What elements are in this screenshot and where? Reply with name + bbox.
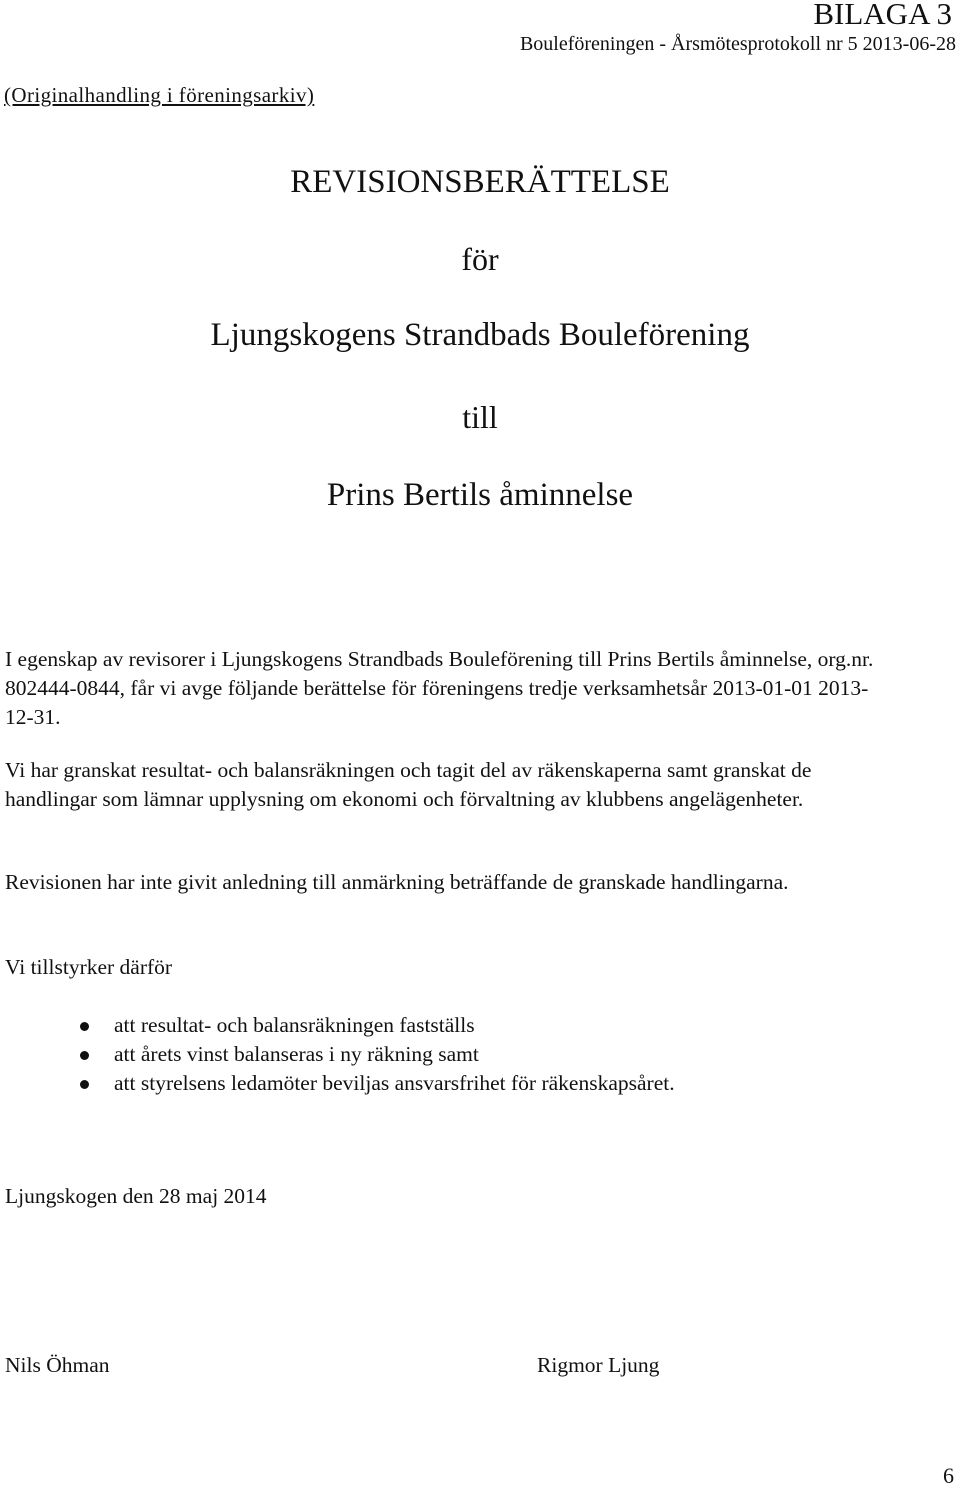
- paragraph-no-remarks: Revisionen har inte givit anledning till anmärkning beträffande de granskade handlingarna.: [5, 870, 789, 894]
- original-note: (Originalhandling i föreningsarkiv): [4, 83, 315, 107]
- list-item-text: att årets vinst balanseras i ny räkning samt: [114, 1042, 479, 1066]
- paragraph-review: Vi har granskat resultat- och balansräkningen och tagit del av räkenskaperna samt granskat de handlingar som lämnar upplysning om ekonomi och förvaltning av klubbens angelägenheter.: [5, 758, 812, 811]
- paragraph-intro: I egenskap av revisorer i Ljungskogens Strandbads Bouleförening till Prins Bertils åminnelse, org.nr. 802444-0844, får vi avge följande berättelse för föreningens tredje verksamhetsår 2013-01-01 2013-12-31.: [5, 647, 874, 729]
- document-title: REVISIONSBERÄTTELSE: [290, 164, 670, 200]
- title-till: till: [462, 399, 498, 435]
- list-item: [80, 1040, 675, 1069]
- list-item: [80, 1069, 675, 1098]
- signatory-name-2: Rigmor Ljung: [537, 1353, 660, 1377]
- page-number: 6: [943, 1463, 954, 1488]
- list-item-text: att styrelsens ledamöter beviljas ansvarsfrihet för räkenskapsåret.: [114, 1071, 675, 1095]
- bullet-icon: [80, 1051, 89, 1060]
- paragraph-recommendation: Vi tillstyrker därför: [5, 955, 173, 979]
- appendix-label: BILAGA 3: [813, 0, 952, 31]
- organization-name: Ljungskogens Strandbads Bouleförening: [210, 317, 750, 353]
- place-and-date: Ljungskogen den 28 maj 2014: [5, 1184, 267, 1208]
- bullet-icon: [80, 1022, 89, 1031]
- document-subtitle: Bouleföreningen - Årsmötesprotokoll nr 5 2013-06-28: [519, 33, 956, 55]
- recommendation-list: [80, 1011, 675, 1098]
- bullet-icon: [80, 1080, 89, 1089]
- title-for: för: [461, 241, 499, 277]
- list-item-text: att resultat- och balansräkningen fastställs: [114, 1013, 475, 1037]
- list-item: [80, 1011, 675, 1040]
- signatory-name-1: Nils Öhman: [5, 1353, 110, 1377]
- dedication-name: Prins Bertils åminnelse: [326, 477, 634, 513]
